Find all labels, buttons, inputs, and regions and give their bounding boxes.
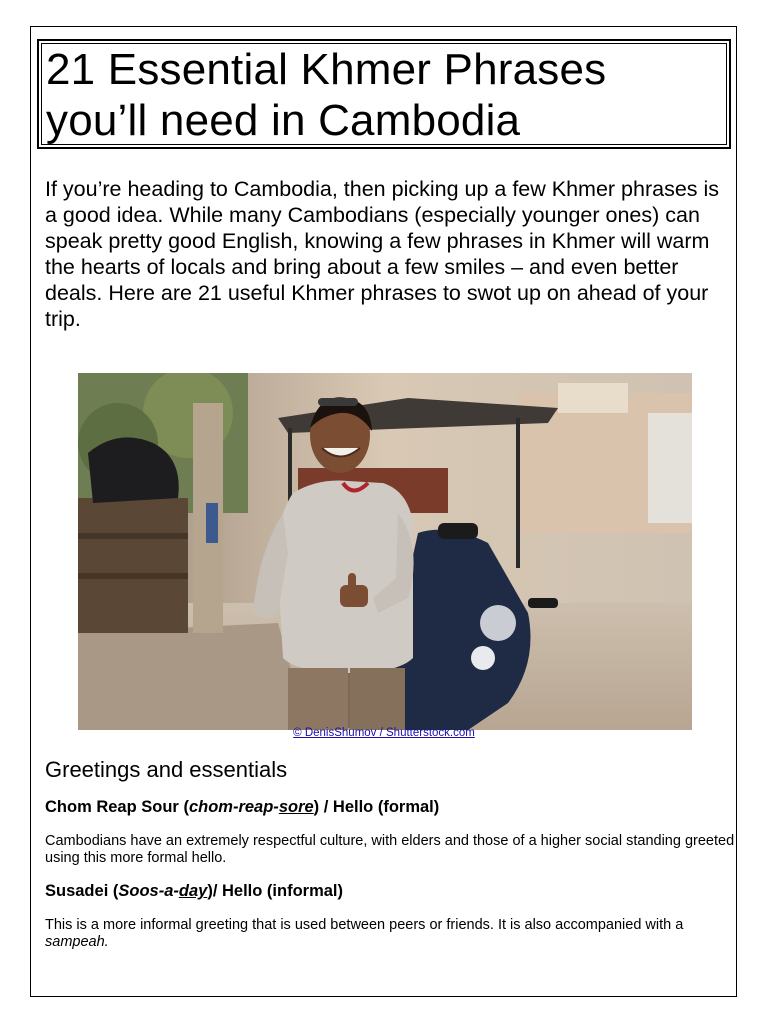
phrase-word: Chom Reap Sour (45, 798, 179, 816)
title-line-1: 21 Essential Khmer Phrases (46, 45, 607, 94)
phrase-pronunciation-stress: day (178, 882, 208, 900)
phrase-description-text: This is a more informal greeting that is used between peers or friends. It is also accompanied with a (45, 917, 684, 933)
phrase-open-paren: ( (178, 798, 189, 816)
page-title (46, 44, 606, 146)
image-credit[interactable] (0, 727, 768, 739)
phrase-word: Susadei (45, 882, 109, 900)
image-credit-link[interactable]: © DenisShumov / Shutterstock.com (293, 727, 475, 739)
phrase-open-paren: ( (108, 882, 119, 900)
title-line-2: you’ll need in Cambodia (46, 96, 521, 145)
phrase-heading-1 (45, 797, 439, 817)
phrase-meaning: / Hello (informal) (212, 882, 343, 900)
phrase-meaning: / Hello (formal) (319, 798, 440, 816)
phrase-pronunciation (189, 798, 314, 816)
phrase-pronunciation (118, 882, 207, 900)
phrase-heading-2 (45, 881, 343, 901)
phrase-pronunciation-a: Soos-a- (118, 882, 179, 900)
phrase-pronunciation-stress: sore (278, 798, 314, 816)
section-heading: Greetings and essentials (45, 757, 288, 782)
intro-paragraph: If you’re heading to Cambodia, then picking up a few Khmer phrases is a good idea. While many Cambodians (especially younger ones) can speak pretty good English, knowing a few phrases in Khmer will warm the hearts of locals and bring about a few smiles – and even better deals. Here are 21 useful Khmer phrases to swot up on ahead of your trip. (45, 177, 720, 331)
street-photo (78, 373, 692, 730)
phrase-description-2 (45, 917, 735, 951)
phrase-description-1: Cambodians have an extremely respectful culture, with elders and those of a higher social standing greeted using this more formal hello. (45, 833, 735, 866)
phrase-pronunciation-a: chom-reap- (188, 798, 279, 816)
phrase-close-paren: ) (207, 882, 213, 900)
sampeah-term: sampeah. (45, 934, 109, 950)
phrase-close-paren: ) (313, 798, 320, 816)
